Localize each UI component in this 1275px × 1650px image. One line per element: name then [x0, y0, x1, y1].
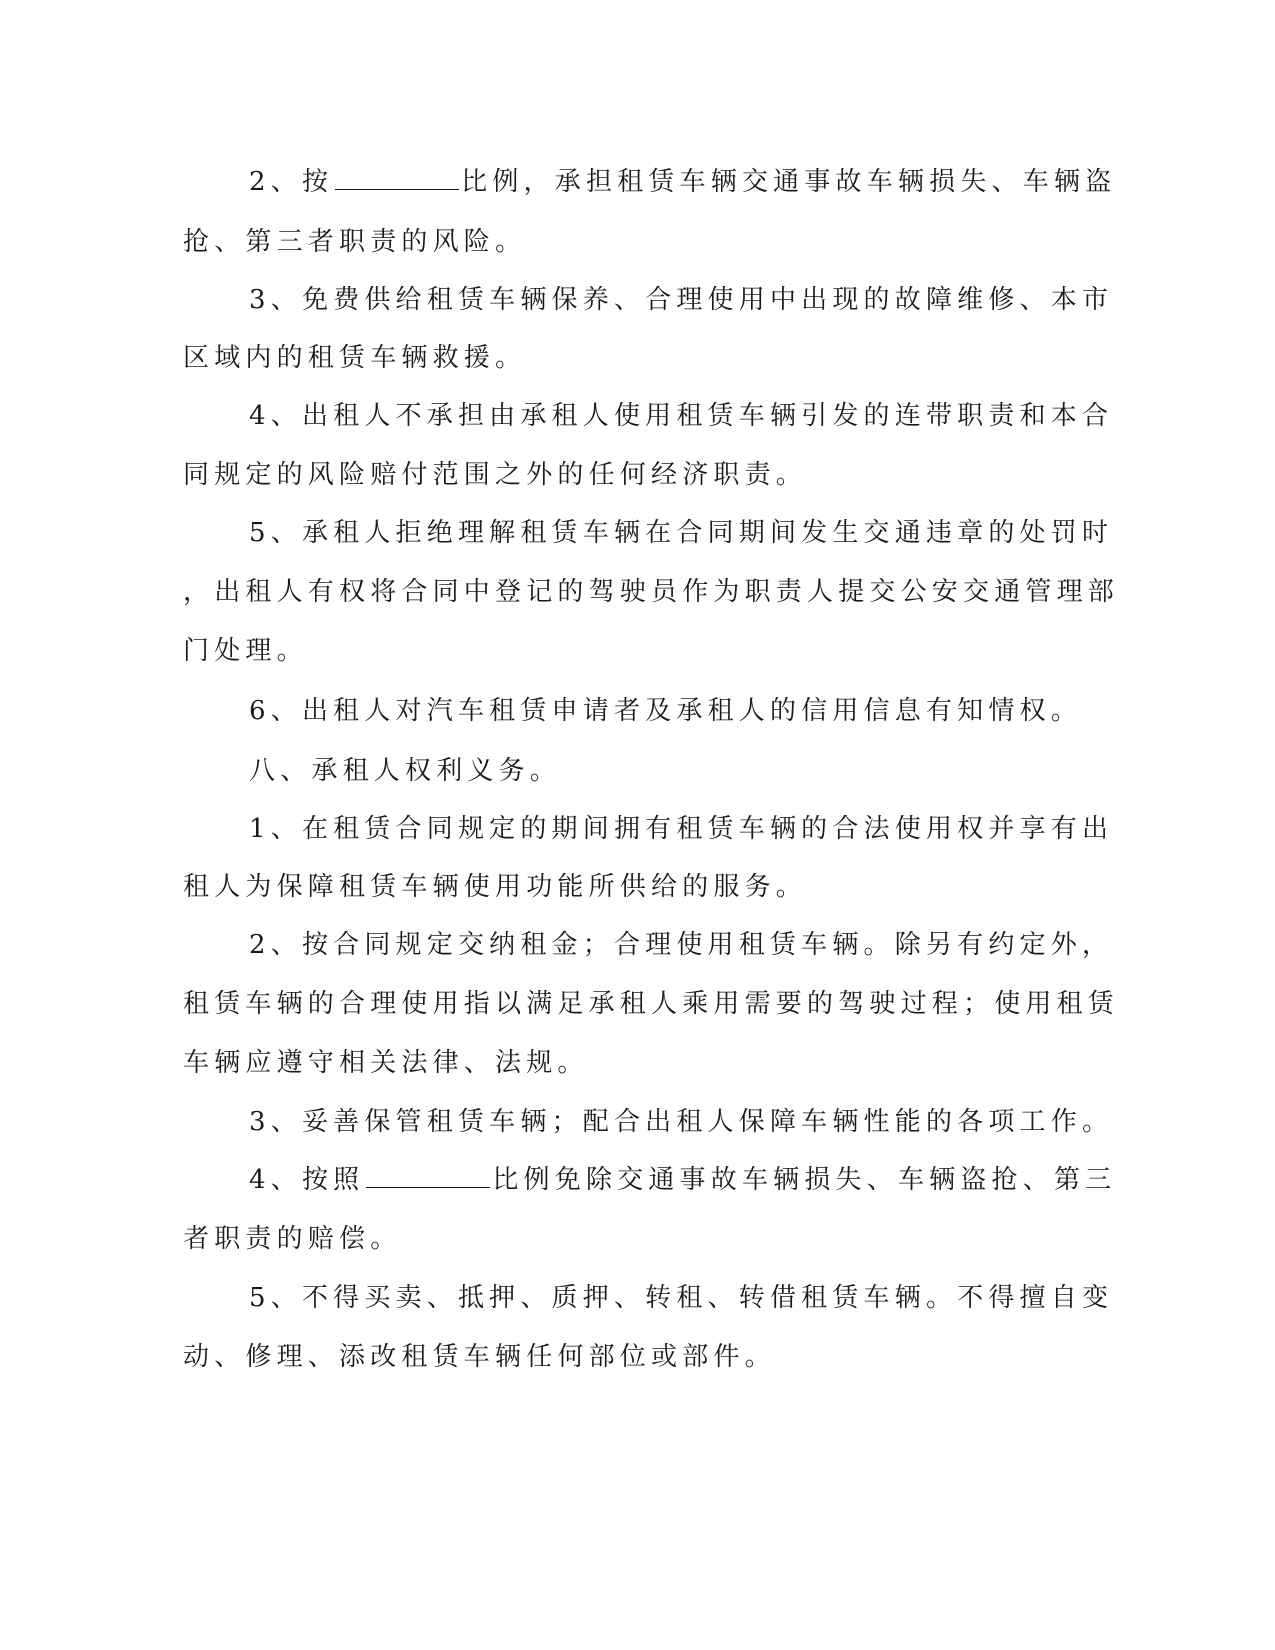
paragraph-line: 门处理。 [183, 636, 308, 666]
paragraph-line: 4、出租人不承担由承租人使用租赁车辆引发的连带职责和本合 [249, 401, 1114, 431]
paragraph-line: 6、出租人对汽车租赁申请者及承租人的信用信息有知情权。 [249, 696, 1082, 726]
fill-in-blank [335, 167, 459, 190]
paragraph-line: 3、免费供给租赁车辆保养、合理使用中出现的故障维修、本市 [249, 285, 1114, 315]
paragraph-line [249, 165, 1116, 199]
paragraph-line: 3、妥善保管租赁车辆；配合出租人保障车辆性能的各项工作。 [249, 1107, 1114, 1137]
paragraph-line: 同规定的风险赔付范围之外的任何经济职责。 [183, 460, 808, 490]
paragraph-line: 抢、第三者职责的风险。 [183, 227, 527, 257]
paragraph-line: 区域内的租赁车辆救援。 [183, 343, 527, 373]
paragraph-line: 2、按合同规定交纳租金；合理使用租赁车辆。除另有约定外， [249, 930, 1114, 960]
paragraph-line [249, 1163, 1116, 1197]
line-text: 2、按 [249, 167, 334, 197]
paragraph-line: 5、承租人拒绝理解租赁车辆在合同期间发生交通违章的处罚时 [249, 518, 1114, 548]
paragraph-line: ，出租人有权将合同中登记的驾驶员作为职责人提交公安交通管理部 [183, 577, 1120, 607]
fill-in-blank [366, 1165, 490, 1188]
paragraph-line: 5、不得买卖、抵押、质押、转租、转借租赁车辆。不得擅自变 [249, 1283, 1114, 1313]
paragraph-line: 车辆应遵守相关法律、法规。 [183, 1048, 589, 1078]
paragraph-line: 动、修理、添改租赁车辆任何部位或部件。 [183, 1342, 776, 1372]
line-text: 比例，承担租赁车辆交通事故车辆损失、车辆盗 [461, 167, 1117, 197]
paragraph-line: 者职责的赔偿。 [183, 1224, 402, 1254]
paragraph-line: 租赁车辆的合理使用指以满足承租人乘用需要的驾驶过程；使用租赁 [183, 989, 1120, 1019]
paragraph-line: 1、在租赁合同规定的期间拥有租赁车辆的合法使用权并享有出 [249, 814, 1114, 844]
line-text: 比例免除交通事故车辆损失、车辆盗抢、第三 [492, 1165, 1117, 1195]
line-text: 4、按照 [249, 1165, 365, 1195]
section-heading: 八、承租人权利义务。 [249, 756, 562, 786]
paragraph-line: 租人为保障租赁车辆使用功能所供给的服务。 [183, 872, 808, 902]
